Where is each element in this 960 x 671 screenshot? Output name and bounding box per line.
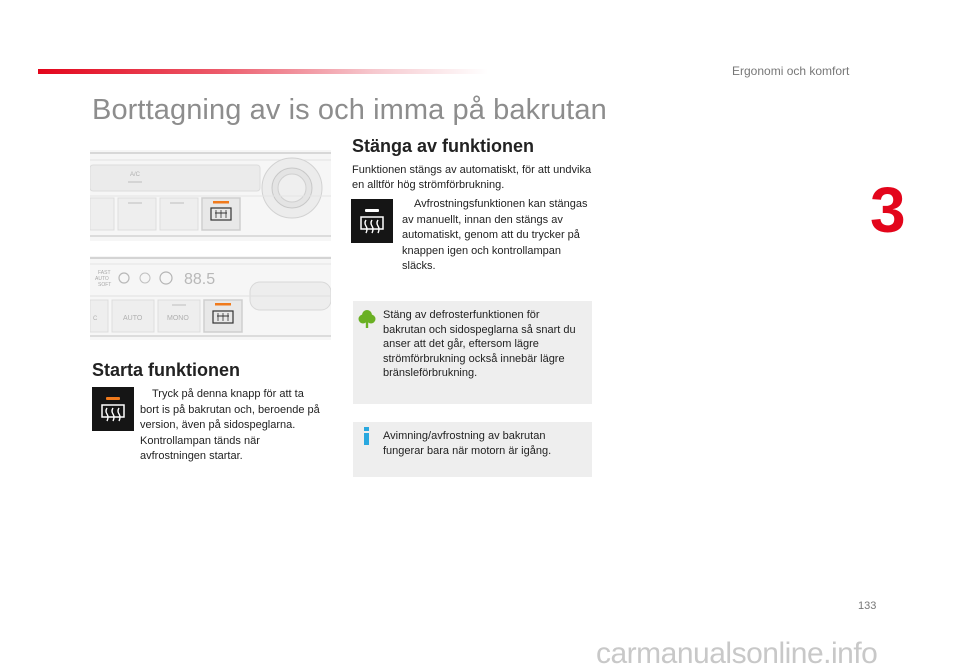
rear-window-defrost-icon bbox=[101, 404, 125, 422]
rear-window-defrost-icon bbox=[360, 216, 384, 234]
starta-bullet-item bbox=[140, 387, 320, 465]
watermark: carmanualsonline.info bbox=[596, 637, 878, 670]
eco-note-box bbox=[353, 301, 592, 404]
auto-mode-label: AUTO bbox=[95, 276, 109, 282]
mono-button-label: MONO bbox=[167, 315, 189, 322]
stanga-bullet-item bbox=[402, 197, 594, 275]
starta-bullet-text: Tryck på denna knapp för att ta bort is på bakrutan och, beroende på version, även på sidospeglarna. Kontrollampan tänds när avfrostningen startar. bbox=[140, 388, 320, 462]
soft-label: SOFT bbox=[98, 282, 112, 288]
page-title: Borttagning av is och imma på bakrutan bbox=[92, 94, 607, 126]
indicator-lamp-on bbox=[106, 397, 120, 400]
eco-note-text: Stäng av defrosterfunktionen för bakrutan och sidospeglarna så snart du anser att det går, eftersom lägre strömförbrukning också innebär lägre bränsleförbrukning. bbox=[383, 309, 576, 379]
stanga-bullet-text: Avfrostningsfunktionen kan stängas av manuellt, innan den stängs av automatiskt, genom att du trycker på knappen igen och kontrollampan släcks. bbox=[402, 198, 588, 272]
info-note-box bbox=[353, 422, 592, 477]
eco-tree-icon bbox=[358, 309, 376, 329]
starta-heading: Starta funktionen bbox=[92, 360, 241, 380]
temperature-display: 88.5 bbox=[184, 271, 216, 288]
c-label: C bbox=[93, 316, 98, 322]
climate-panel-illustration-bottom bbox=[90, 256, 331, 340]
stanga-intro-text: Funktionen stängs av automatiskt, för att undvika en alltför hög strömförbrukning. bbox=[352, 164, 592, 191]
info-icon bbox=[363, 427, 371, 445]
rear-defrost-off-button-icon bbox=[351, 199, 393, 243]
section-title: Ergonomi och komfort bbox=[732, 64, 850, 78]
header-accent-bar bbox=[38, 69, 488, 74]
indicator-lamp-off bbox=[365, 209, 379, 212]
page-number: 133 bbox=[858, 600, 877, 612]
stanga-heading: Stänga av funktionen bbox=[352, 136, 535, 156]
chapter-number: 3 bbox=[870, 174, 906, 246]
fast-label: FAST bbox=[98, 270, 111, 276]
climate-panel-illustration-top bbox=[90, 150, 331, 241]
info-note-text: Avimning/avfrostning av bakrutan fungerar bara när motorn är igång. bbox=[383, 430, 552, 457]
auto-button-label: AUTO bbox=[123, 315, 143, 322]
ac-label: A/C bbox=[130, 172, 141, 178]
rear-defrost-on-button-icon bbox=[92, 387, 134, 431]
